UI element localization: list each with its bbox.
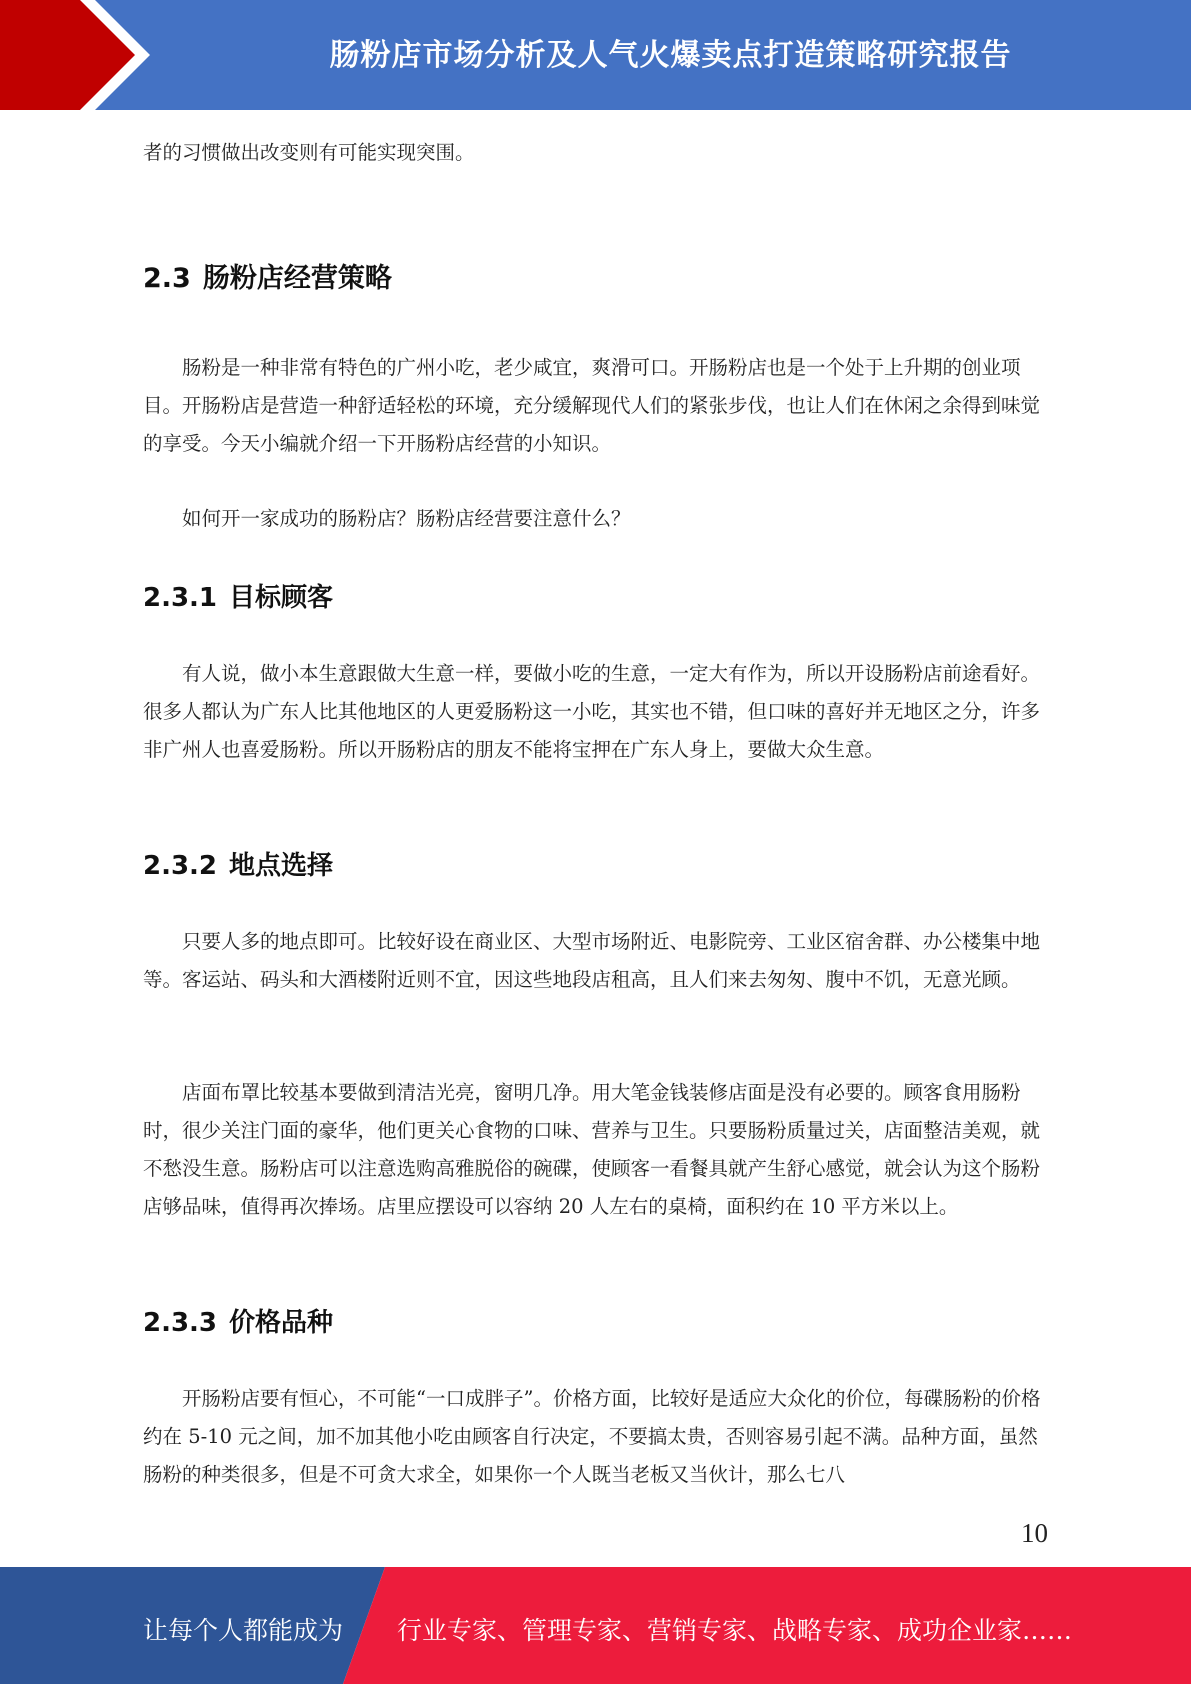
section-2-3-2-paragraph-1: 只要人多的地点即可。比较好设在商业区、大型市场附近、电影院旁、工业区宿舍群、办公楼集中地等。客运站、码头和大酒楼附近则不宜，因这些地段店租高，且人们来去匆匆、腹中不饥，无意光顾。 xyxy=(143,930,1041,991)
page-number: 10 xyxy=(1021,1518,1048,1548)
intro-paragraph: 者的习惯做出改变则有可能实现突围。 xyxy=(143,141,475,164)
page-footer xyxy=(0,1567,1191,1684)
section-number: 2.3.3 xyxy=(143,1308,218,1338)
section-title: 肠粉店经营策略 xyxy=(202,263,392,294)
section-2-3-1-heading xyxy=(143,577,333,614)
section-2-3-heading xyxy=(143,256,392,295)
section-number: 2.3 xyxy=(143,263,191,294)
section-2-3-paragraph-2: 如何开一家成功的肠粉店？肠粉店经营要注意什么？ xyxy=(182,507,631,530)
section-title: 目标顾客 xyxy=(229,583,334,613)
footer-slogan-right: 行业专家、管理专家、营销专家、战略专家、成功企业家…… xyxy=(397,1616,1073,1645)
section-2-3-3-paragraph-1: 开肠粉店要有恒心，不可能“一口成胖子”。价格方面，比较好是适应大众化的价位，每碟肠粉的价格约在 5-10 元之间，加不加其他小吃由顾客自行决定，不要搞太贵，否则容易引起不满。品种方面，虽然肠粉的种类很多，但是不可贪大求全，如果你一个人既当老板又当伙计，那么七八 xyxy=(143,1387,1041,1486)
footer-slogan-left: 让每个人都能成为 xyxy=(143,1616,344,1645)
section-title: 价格品种 xyxy=(229,1308,334,1338)
header-arrow-decoration xyxy=(0,0,160,110)
section-2-3-1-paragraph-1: 有人说，做小本生意跟做大生意一样，要做小吃的生意，一定大有作为，所以开设肠粉店前途看好。很多人都认为广东人比其他地区的人更爱肠粉这一小吃，其实也不错，但口味的喜好并无地区之分，许多非广州人也喜爱肠粉。所以开肠粉店的朋友不能将宝押在广东人身上，要做大众生意。 xyxy=(143,662,1041,761)
section-number: 2.3.2 xyxy=(143,851,218,881)
section-2-3-2-paragraph-2: 店面布罩比较基本要做到清洁光亮，窗明几净。用大笔金钱装修店面是没有必要的。顾客食用肠粉时，很少关注门面的豪华，他们更关心食物的口味、营养与卫生。只要肠粉质量过关，店面整洁美观，就不愁没生意。肠粉店可以注意选购高雅脱俗的碗碟，使顾客一看餐具就产生舒心感觉，就会认为这个肠粉店够品味，值得再次捧场。店里应摆设可以容纳 20 人左右的桌椅，面积约在 10 平方米以上。 xyxy=(143,1081,1041,1218)
page-header xyxy=(0,0,1191,110)
section-title: 地点选择 xyxy=(229,851,334,881)
section-2-3-3-heading xyxy=(143,1302,333,1339)
section-2-3-paragraph-1: 肠粉是一种非常有特色的广州小吃，老少咸宜，爽滑可口。开肠粉店也是一个处于上升期的创业项目。开肠粉店是营造一种舒适轻松的环境，充分缓解现代人们的紧张步伐，也让人们在休闲之余得到味觉的享受。今天小编就介绍一下开肠粉店经营的小知识。 xyxy=(143,356,1041,455)
report-title: 肠粉店市场分析及人气火爆卖点打造策略研究报告 xyxy=(329,38,1012,73)
section-number: 2.3.1 xyxy=(143,583,218,613)
section-2-3-2-heading xyxy=(143,845,333,882)
